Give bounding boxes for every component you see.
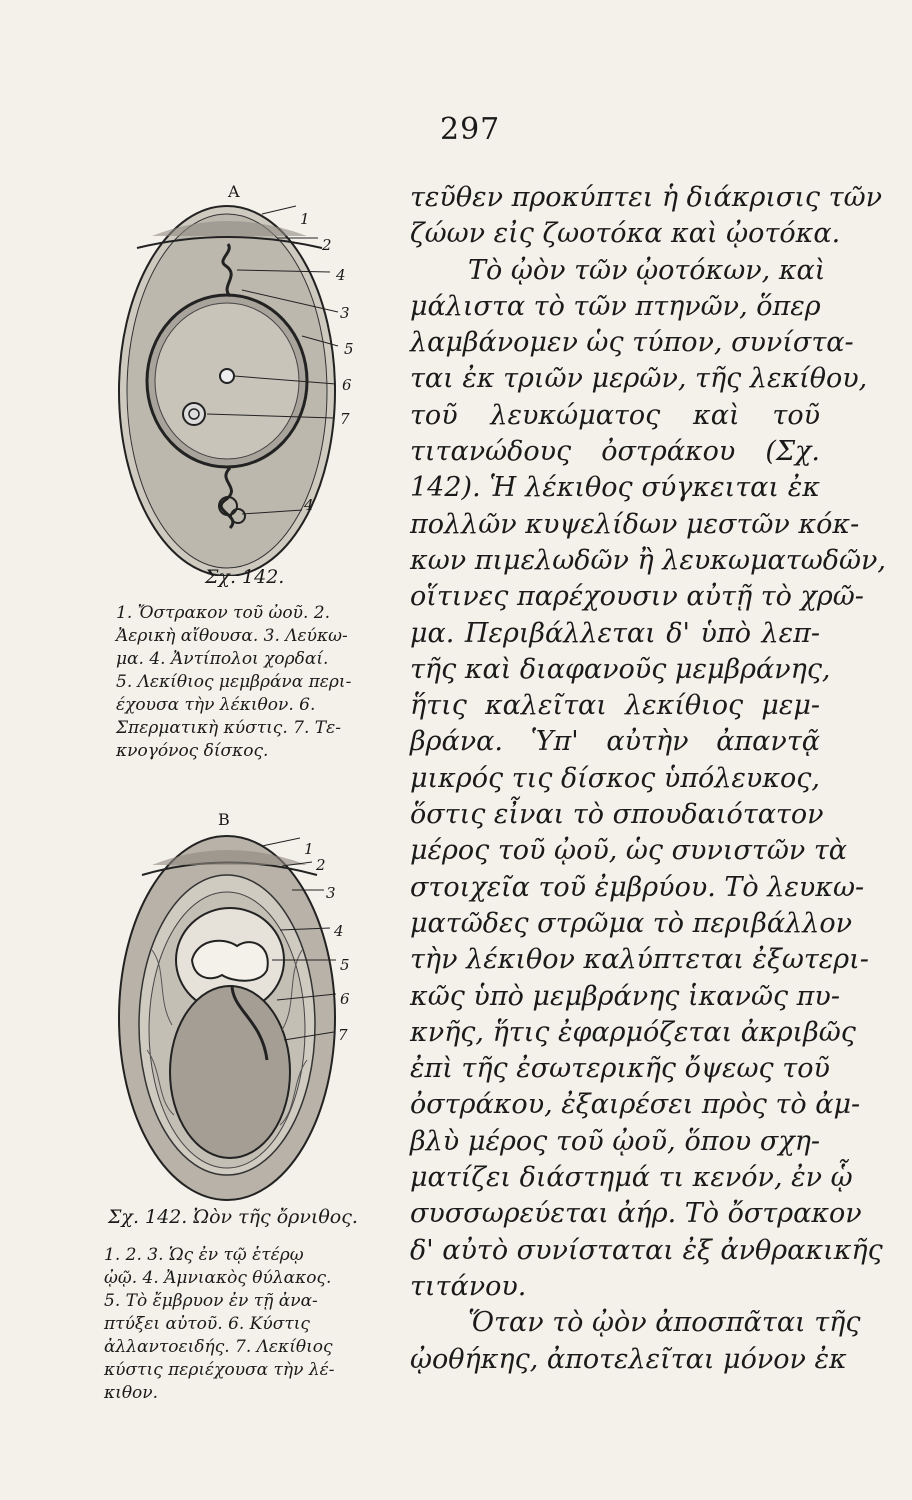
figure-b-label-1: 1 [304, 840, 314, 858]
egg-cross-section-illustration [112, 176, 372, 576]
text-line: ᾠοθήκης, ἀποτελεῖται μόνον ἐκ [410, 1343, 847, 1375]
legend-line: 1. 2. 3. Ὡς ἐν τῷ ἑτέρῳ [104, 1245, 304, 1265]
figure-b-caption: Σχ. 142. Ὠὸν τῆς ὄρνιθος. [108, 1206, 358, 1228]
legend-line: 5. Λεκίθιος μεμβράνα περι- [116, 672, 352, 692]
text-line: μα. Περιβάλλεται δ' ὑπὸ λεπ- [410, 617, 820, 649]
figure-b-label-7: 7 [338, 1026, 348, 1044]
text-line: μικρός τις δίσκος ὑπόλευκος, [410, 762, 820, 794]
text-line: ὅστις εἶναι τὸ σπουδαιότατον [410, 799, 824, 831]
text-line: 142). Ἡ λέκιθος σύγκειται ἐκ [410, 472, 820, 504]
text-line: Τὸ ᾠὸν τῶν ᾠοτόκων, καὶ [468, 254, 826, 286]
embryo-egg-illustration [112, 810, 372, 1205]
text-line: μέρος τοῦ ᾠοῦ, ὡς συνιστῶν τὰ [410, 835, 848, 867]
text-line: τοῦ λευκώματος καὶ τοῦ [410, 399, 820, 431]
text-line: κῶς ὑπὸ μεμβράνης ἱκανῶς πυ- [410, 980, 840, 1012]
legend-line: Ἀερικὴ αἴθουσα. 3. Λεύκω- [116, 626, 348, 646]
figure-b-label-5: 5 [340, 956, 350, 974]
figure-a-label-1: 1 [300, 210, 310, 228]
figure-a-label-6: 6 [342, 376, 352, 394]
text-line: ματῶδες στρῶμα τὸ περιβάλλον [410, 907, 853, 939]
text-line: ὀστράκου, ἐξαιρέσει πρὸς τὸ ἀμ- [410, 1089, 861, 1121]
legend-line: 1. Ὄστρακον τοῦ ὠοῦ. 2. [116, 603, 330, 623]
figure-a-label-4b: 4 [304, 496, 314, 514]
text-line: κνῆς, ἥτις ἐφαρμόζεται ἀκριβῶς [410, 1016, 856, 1048]
text-line: τιτάνου. [410, 1270, 527, 1302]
text-line: στοιχεῖα τοῦ ἐμβρύου. Τὸ λευκω- [410, 871, 865, 903]
figure-b-egg-diagram [112, 810, 372, 1205]
text-line: τῆς καὶ διαφανοῦς μεμβράνης, [410, 653, 831, 685]
legend-line: κνογόνος δίσκος. [116, 741, 269, 761]
text-line: λαμβάνομεν ὡς τύπον, συνίστα- [410, 327, 854, 359]
text-line: ματίζει διάστημά τι κενόν, ἐν ᾧ [410, 1162, 853, 1194]
figure-b-label-2: 2 [316, 856, 326, 874]
text-line: βλὺ μέρος τοῦ ᾠοῦ, ὅπου σχη- [410, 1125, 820, 1157]
figure-b-label-6: 6 [340, 990, 350, 1008]
figure-a-caption: Σχ. 142. [205, 566, 285, 588]
body-text-column [410, 180, 886, 1378]
legend-line: μα. 4. Ἀντίπολοι χορδαί. [116, 649, 329, 669]
figure-b-label-3: 3 [326, 884, 336, 902]
figure-a-label-4: 4 [336, 266, 346, 284]
figure-a-label-3: 3 [340, 304, 350, 322]
legend-line: ᾠῷ. 4. Ἀμνιακὸς θύλακος. [104, 1268, 332, 1288]
figure-a-label-2: 2 [322, 236, 332, 254]
legend-line: 5. Τὸ ἔμβρυον ἐν τῇ ἀνα- [104, 1291, 318, 1311]
text-line: μάλιστα τὸ τῶν πτηνῶν, ὅπερ [410, 290, 821, 322]
legend-line: κύστις περιέχουσα τὴν λέ- [104, 1360, 335, 1380]
figure-a-label-5: 5 [344, 340, 354, 358]
legend-line: Σπερματικὴ κύστις. 7. Τε- [116, 718, 341, 738]
text-line: συσσωρεύεται ἀήρ. Τὸ ὄστρακον [410, 1198, 862, 1230]
figure-b-legend [104, 1244, 366, 1405]
text-line: ἐπὶ τῆς ἐσωτερικῆς ὄψεως τοῦ [410, 1053, 830, 1085]
legend-line: πτύξει αὐτοῦ. 6. Κύστις [104, 1314, 310, 1334]
text-line: Ὅταν τὸ ᾠὸν ἀποσπᾶται τῆς [468, 1307, 861, 1339]
legend-line: κιθον. [104, 1383, 159, 1403]
text-line: ται ἐκ τριῶν μερῶν, τῆς λεκίθου, [410, 363, 868, 395]
text-line: ἥτις καλεῖται λεκίθιος μεμ- [410, 690, 820, 722]
figure-a-label-7: 7 [340, 410, 350, 428]
page-number: 297 [440, 112, 501, 147]
text-line: κων πιμελωδῶν ἢ λευκωματωδῶν, [410, 544, 886, 576]
legend-line: ἀλλαντοειδής. 7. Λεκίθιος [104, 1337, 333, 1357]
figure-a-legend [116, 602, 378, 763]
text-line: τεῦθεν προκύπτει ἡ διάκρισις τῶν [410, 182, 882, 213]
text-line: πολλῶν κυψελίδων μεστῶν κόκ- [410, 508, 860, 540]
figure-a-egg-diagram [112, 176, 372, 576]
figure-b-letter: B [218, 810, 230, 829]
text-line: τὴν λέκιθον καλύπτεται ἐξωτερι- [410, 944, 869, 976]
figure-b-label-4: 4 [334, 922, 344, 940]
text-line: τιτανώδους ὀστράκου (Σχ. [410, 436, 820, 468]
text-line: ζώων εἰς ζωοτόκα καὶ ᾠοτόκα. [410, 218, 841, 250]
text-line: βράνα. Ὑπ' αὐτὴν ἀπαντᾷ [410, 726, 820, 758]
figure-a-letter: A [228, 182, 240, 201]
legend-line: έχουσα τὴν λέκιθον. 6. [116, 695, 316, 715]
text-line: οἵτινες παρέχουσιν αὐτῇ τὸ χρῶ- [410, 581, 864, 613]
text-line: δ' αὐτὸ συνίσταται ἐξ ἀνθρακικῆς [410, 1234, 883, 1266]
